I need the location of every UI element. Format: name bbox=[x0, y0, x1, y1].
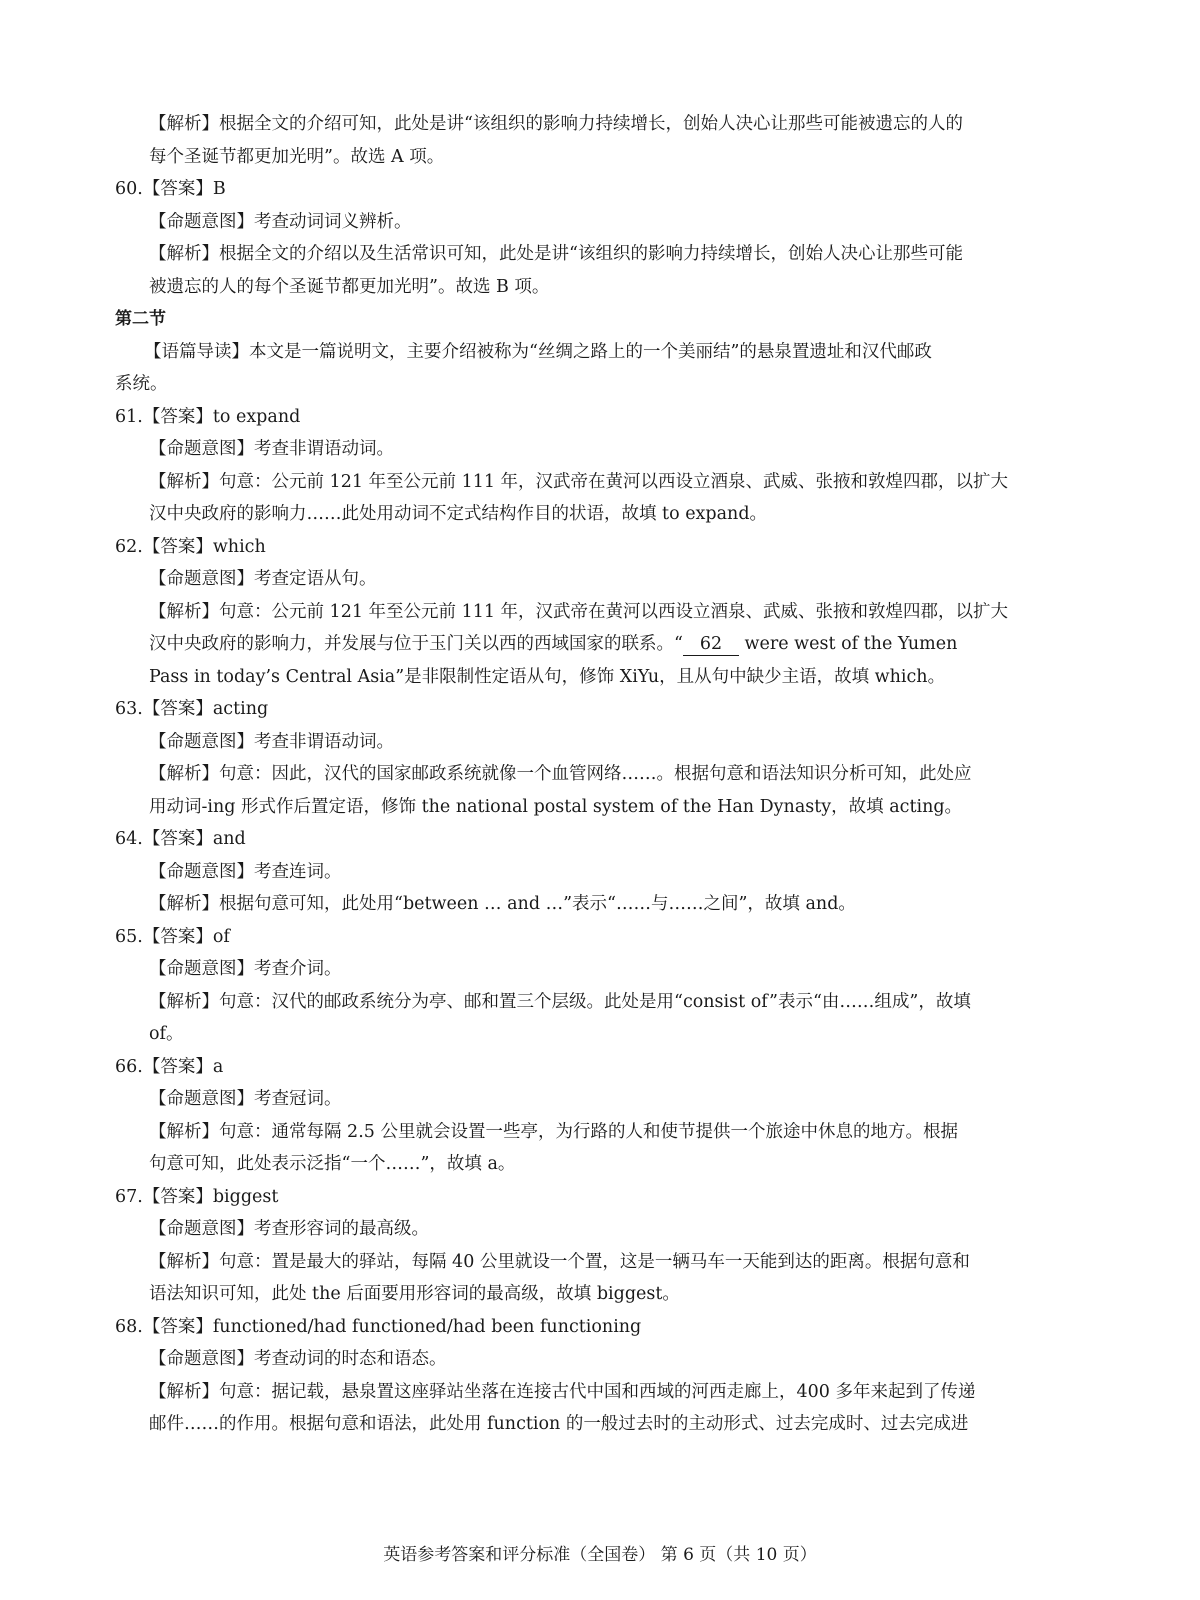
q61-explanation-line2: 汉中央政府的影响力……此处用动词不定式结构作目的状语，故填 to expand。 bbox=[149, 504, 768, 524]
q62-explanation-line2 bbox=[115, 628, 1100, 661]
q65-intent: 【命题意图】考查介词。 bbox=[149, 959, 342, 979]
page-footer: 英语参考答案和评分标准（全国卷） 第 6 页（共 10 页） bbox=[383, 1545, 817, 1565]
q63-explanation-line2: 用动词-ing 形式作后置定语，修饰 the national postal system of the Han Dynasty，故填 acting。 bbox=[149, 796, 963, 817]
q63-explanation-line1: 【解析】句意：因此，汉代的国家邮政系统就像一个血管网络……。根据句意和语法知识分析可知，此处应 bbox=[149, 764, 972, 784]
q68-explanation-line2: 邮件……的作用。根据句意和语法，此处用 function 的一般过去时的主动形式、过去完成时、过去完成进 bbox=[149, 1414, 969, 1434]
q66-explanation-line2: 句意可知，此处表示泛指“一个……”，故填 a。 bbox=[149, 1154, 516, 1174]
q61-intent: 【命题意图】考查非谓语动词。 bbox=[149, 439, 394, 459]
q64-intent: 【命题意图】考查连词。 bbox=[149, 861, 342, 882]
q65-answer: 65.【答案】of bbox=[115, 926, 230, 947]
q60-answer: 60.【答案】B bbox=[115, 179, 226, 199]
page-content bbox=[115, 108, 1100, 1441]
q59-explanation-line1: 【解析】根据全文的介绍可知，此处是讲“该组织的影响力持续增长，创始人决心让那些可能被遗忘的人的 bbox=[149, 114, 963, 134]
q67-intent: 【命题意图】考查形容词的最高级。 bbox=[149, 1219, 429, 1239]
passage-intro-line2: 系统。 bbox=[115, 374, 168, 394]
section-heading: 第二节 bbox=[115, 309, 166, 329]
q66-answer: 66.【答案】a bbox=[115, 1056, 224, 1077]
q62-explanation-line1: 【解析】句意：公元前 121 年至公元前 111 年，汉武帝在黄河以西设立酒泉、武威、张掖和敦煌四郡，以扩大 bbox=[149, 601, 1009, 622]
passage-intro-line1: 【语篇导读】本文是一篇说明文，主要介绍被称为“丝绸之路上的一个美丽结”的悬泉置遗址和汉代邮政 bbox=[144, 341, 932, 362]
q62-explanation-text: 汉中央政府的影响力，并发展与位于玉门关以西的西域国家的联系。“ bbox=[149, 634, 683, 654]
q59-explanation-line2: 每个圣诞节都更加光明”。故选 A 项。 bbox=[149, 146, 445, 167]
q62-explanation-tail: were west of the Yumen bbox=[744, 634, 958, 654]
q66-intent: 【命题意图】考查冠词。 bbox=[149, 1089, 342, 1109]
q64-explanation-line1: 【解析】根据句意可知，此处用“between … and …”表示“……与……之间”，故填 and。 bbox=[149, 894, 856, 914]
q63-intent: 【命题意图】考查非谓语动词。 bbox=[149, 731, 394, 752]
q68-answer: 68.【答案】functioned/had functioned/had been functioning bbox=[115, 1316, 642, 1337]
q67-explanation-line2: 语法知识可知，此处 the 后面要用形容词的最高级，故填 biggest。 bbox=[149, 1284, 680, 1304]
q63-answer: 63.【答案】acting bbox=[115, 699, 269, 719]
q66-explanation-line1: 【解析】句意：通常每隔 2.5 公里就会设置一些亭，为行路的人和使节提供一个旅途中休息的地方。根据 bbox=[149, 1121, 958, 1142]
q60-explanation-line1: 【解析】根据全文的介绍以及生活常识可知，此处是讲“该组织的影响力持续增长，创始人决心让那些可能 bbox=[149, 244, 963, 264]
q61-explanation-line1: 【解析】句意：公元前 121 年至公元前 111 年，汉武帝在黄河以西设立酒泉、武威、张掖和敦煌四郡，以扩大 bbox=[149, 471, 1009, 492]
q60-intent: 【命题意图】考查动词词义辨析。 bbox=[149, 211, 412, 232]
q60-explanation-line2: 被遗忘的人的每个圣诞节都更加光明”。故选 B 项。 bbox=[149, 276, 550, 297]
q67-explanation-line1: 【解析】句意：置是最大的驿站，每隔 40 公里就设一个置，这是一辆马车一天能到达的距离。根据句意和 bbox=[149, 1251, 970, 1272]
q62-intent: 【命题意图】考查定语从句。 bbox=[149, 569, 377, 589]
q62-explanation-line3: Pass in today’s Central Asia”是非限制性定语从句，修饰 XiYu，且从句中缺少主语，故填 which。 bbox=[149, 666, 946, 687]
q61-answer: 61.【答案】to expand bbox=[115, 406, 301, 427]
q65-explanation-line2: of。 bbox=[149, 1024, 184, 1044]
blank-62: 62 bbox=[683, 633, 739, 656]
q68-explanation-line1: 【解析】句意：据记载，悬泉置这座驿站坐落在连接古代中国和西域的河西走廊上，400 多年来起到了传递 bbox=[149, 1381, 976, 1402]
q67-answer: 67.【答案】biggest bbox=[115, 1186, 279, 1207]
q65-explanation-line1: 【解析】句意：汉代的邮政系统分为亭、邮和置三个层级。此处是用“consist of”表示“由……组成”，故填 bbox=[149, 991, 971, 1012]
q64-answer: 64.【答案】and bbox=[115, 829, 246, 849]
q68-intent: 【命题意图】考查动词的时态和语态。 bbox=[149, 1349, 447, 1369]
q62-answer: 62.【答案】which bbox=[115, 536, 266, 557]
